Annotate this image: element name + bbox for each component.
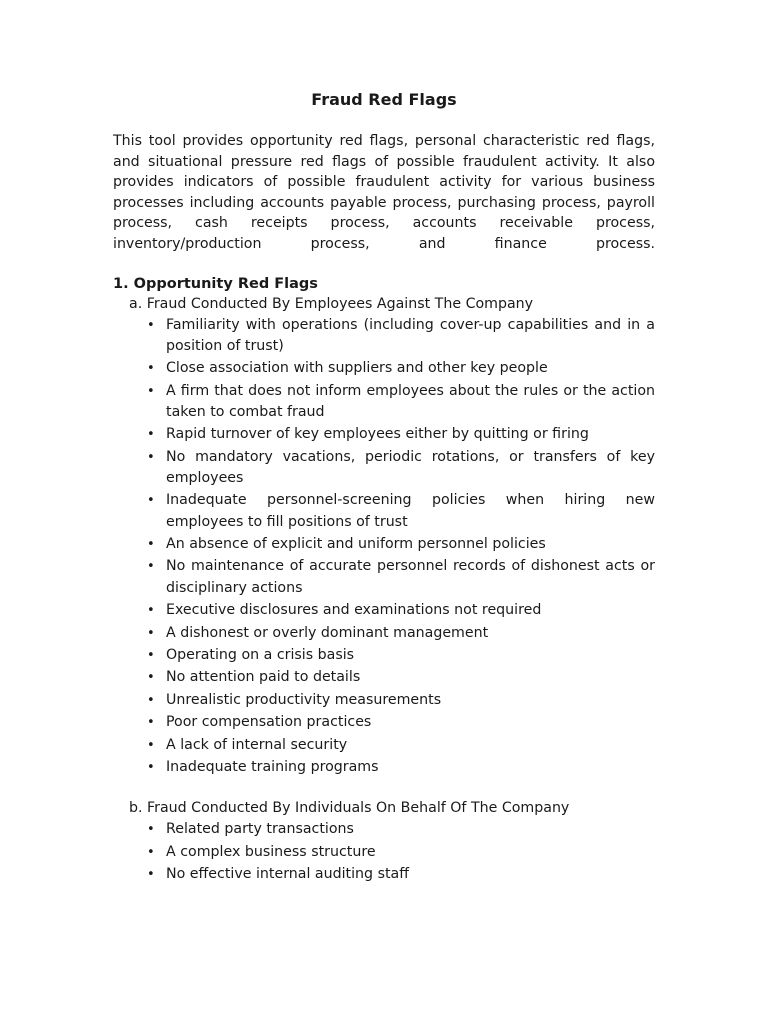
bullet-icon: •: [147, 559, 155, 575]
subsection-heading-employees: a. Fraud Conducted By Employees Against The Company: [129, 295, 534, 312]
list-item: • A complex business structure: [147, 842, 655, 863]
bullet-icon: •: [147, 647, 155, 663]
bullet-icon: •: [147, 317, 155, 333]
bullet-icon: •: [147, 822, 155, 838]
bullet-icon: •: [147, 493, 155, 509]
bullet-icon: •: [147, 737, 155, 753]
list-item: • Related party transactions: [147, 819, 655, 840]
bullet-icon: •: [147, 715, 155, 731]
bullet-icon: •: [147, 866, 155, 882]
bullet-icon: •: [147, 427, 155, 443]
bullet-icon: •: [147, 449, 155, 465]
bullet-list-employees: [113, 315, 655, 779]
document-page: [113, 88, 655, 886]
list-item: • No maintenance of accurate personnel records of dishonest acts or disciplinary actions: [147, 558, 655, 596]
intro-paragraph: This tool provides opportunity red flags, personal characteristic red flags, and situational pressure red flags of possible fraudulent activity. It also provides indicators of possible fraudulent activity for various business processes including accounts payable process, purchasing process, payroll process, cash receipts process, accounts receivable process, inventory/production process, and finance process.: [113, 133, 655, 252]
list-item: • Executive disclosures and examinations not required: [147, 600, 655, 621]
list-item: • Rapid turnover of key employees either by quitting or firing: [147, 424, 655, 445]
bullet-list-company: [113, 819, 655, 885]
bullet-icon: •: [147, 537, 155, 553]
list-item: • Close association with suppliers and other key people: [147, 358, 655, 379]
bullet-icon: •: [147, 361, 155, 377]
list-item: • Poor compensation practices: [147, 712, 655, 733]
list-item: • No effective internal auditing staff: [147, 864, 655, 885]
bullet-icon: •: [147, 625, 155, 641]
list-item: • No mandatory vacations, periodic rotations, or transfers of key employees: [147, 448, 655, 487]
bullet-icon: •: [147, 670, 155, 686]
list-item: • Inadequate personnel-screening policies when hiring new employees to fill positions of trust: [147, 492, 655, 530]
list-item: • Familiarity with operations (including cover-up capabilities and in a position of trust): [147, 316, 655, 354]
bullet-icon: •: [147, 759, 155, 775]
list-item: • Unrealistic productivity measurements: [147, 690, 655, 711]
bullet-icon: •: [147, 603, 155, 619]
list-item: • Operating on a crisis basis: [147, 645, 655, 666]
bullet-icon: •: [147, 383, 155, 399]
bullet-icon: •: [147, 844, 155, 860]
list-item: • Inadequate training programs: [147, 757, 655, 778]
list-item: • A firm that does not inform employees about the rules or the action taken to combat fraud: [147, 382, 655, 420]
section-heading-opportunity: 1. Opportunity Red Flags: [113, 275, 318, 292]
list-item: • A lack of internal security: [147, 735, 655, 756]
bullet-icon: •: [147, 692, 155, 708]
list-item: • An absence of explicit and uniform personnel policies: [147, 534, 655, 555]
list-item: • A dishonest or overly dominant management: [147, 623, 655, 644]
document-title: Fraud Red Flags: [311, 90, 457, 109]
list-item: • No attention paid to details: [147, 667, 655, 688]
subsection-heading-company: b. Fraud Conducted By Individuals On Behalf Of The Company: [129, 800, 570, 817]
